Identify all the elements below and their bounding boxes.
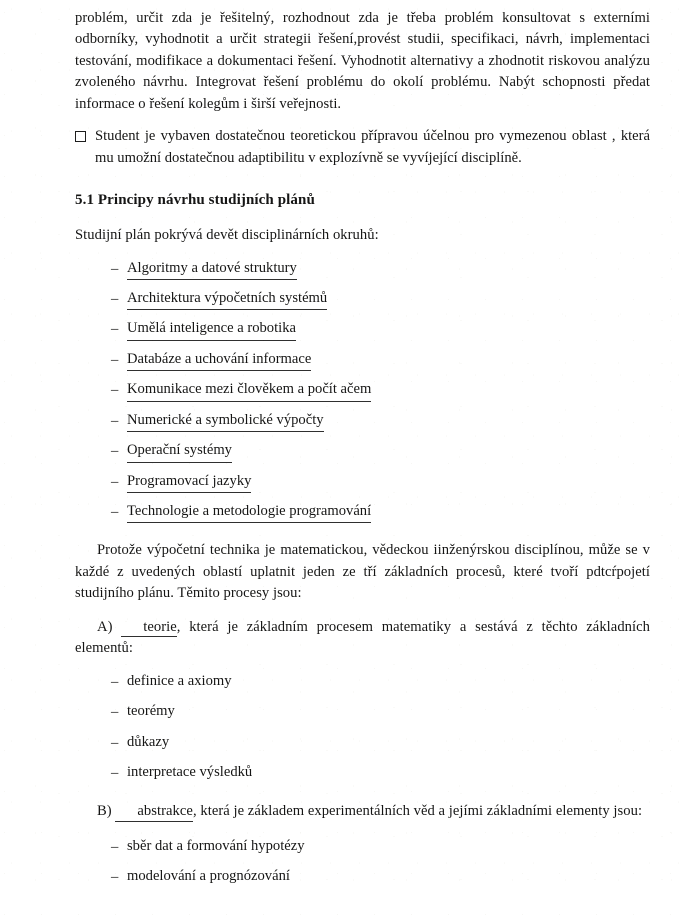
list-item — [75, 763, 650, 784]
discipline-label: Technologie a metodologie programování — [127, 502, 371, 523]
item-a-paragraph — [75, 617, 650, 660]
dash-icon: – — [111, 838, 119, 855]
list-item — [75, 672, 650, 693]
list-item — [75, 472, 650, 493]
list-item — [75, 380, 650, 401]
discipline-label: Algoritmy a datové struktury — [127, 259, 297, 280]
subitem-label: interpretace výsledků — [127, 763, 253, 780]
item-b-rest: , která je základem experimentálních věd a jejími základními elementy jsou: — [192, 803, 643, 820]
subitem-label: důkazy — [127, 733, 170, 750]
dash-icon: – — [111, 869, 119, 886]
list-item — [75, 502, 650, 523]
list-item — [75, 411, 650, 432]
dash-icon: – — [111, 473, 119, 490]
subitem-label: teorémy — [127, 703, 175, 720]
subitem-label: modelování a prognózování — [127, 868, 290, 885]
discipline-label: Komunikace mezi člověkem a počít ačem — [127, 380, 371, 401]
item-a-subitems — [75, 672, 650, 785]
document-content — [75, 8, 650, 898]
list-item — [75, 289, 650, 310]
dash-icon: – — [111, 443, 119, 460]
section-heading: 5.1 Principy návrhu studijních plánů — [75, 192, 315, 209]
item-b-keyword: abstrakce — [115, 803, 193, 822]
list-item — [75, 837, 650, 858]
square-bullet-icon — [75, 131, 86, 142]
dash-icon: – — [111, 412, 119, 429]
item-b-prefix: B) — [97, 803, 116, 820]
list-item — [75, 259, 650, 280]
top-paragraph: problém, určit zda je řešitelný, rozhodnout zda je třeba problém konsultovat s externími odborníky, vyhodnotit a určit strategii řešení,provést studii, specifikaci, návrh, implementaci testování, modifikace a dokumentaci řešení. Vyhodnotit alternativy a zhodnotit riskovou analýzu zvoleného návrhu. Integrovat řešení problému do okolí problému. Nabýt schopnosti předat informace o řešení kolegům i širší veřejnosti. — [75, 10, 650, 112]
list-item — [75, 702, 650, 723]
discipline-label: Programovací jazyky — [127, 472, 251, 493]
dash-icon: – — [111, 734, 119, 751]
disciplines-list — [75, 259, 650, 524]
dash-icon: – — [111, 290, 119, 307]
discipline-label: Operační systémy — [127, 441, 232, 462]
item-a-rest: , která je základním procesem matematiky a sestává z těchto základních elementů: — [75, 618, 650, 657]
dash-icon: – — [111, 321, 119, 338]
list-item — [75, 350, 650, 371]
discipline-label: Databáze a uchování informace — [127, 350, 311, 371]
paragraph-processes: Protože výpočetní technika je matematickou, vědeckou iinženýrskou disciplínou, může se v každé z uvedených oblastí uplatnit jeden ze tří základních procesů, které tvoří pdtcŕpojetí studijního plánu. Těmito procesy jsou: — [75, 542, 650, 602]
discipline-label: Architektura výpočetních systémů — [127, 289, 327, 310]
dash-icon: – — [111, 673, 119, 690]
item-b-paragraph — [75, 801, 650, 822]
list-item — [75, 733, 650, 754]
list-item — [75, 867, 650, 888]
dash-icon: – — [111, 351, 119, 368]
list-item — [75, 319, 650, 340]
item-b-subitems — [75, 837, 650, 889]
discipline-label: Umělá inteligence a robotika — [127, 319, 296, 340]
dash-icon: – — [111, 382, 119, 399]
section-lead: Studijní plán pokrývá devět disciplinárních okruhů: — [75, 227, 379, 244]
item-a-prefix: A) — [97, 618, 122, 635]
dash-icon: – — [111, 764, 119, 781]
item-a-keyword: teorie — [121, 619, 177, 638]
dash-icon: – — [111, 260, 119, 277]
bullet-item-text: Student je vybaven dostatečnou teoretickou přípravou účelnou pro vymezenou oblast , která mu umožní dostatečnou adaptibilitu v explozívně se vyvíjející disciplíně. — [95, 128, 650, 166]
subitem-label: definice a axiomy — [127, 672, 232, 689]
subitem-label: sběr dat a formování hypotézy — [127, 837, 305, 854]
discipline-label: Numerické a symbolické výpočty — [127, 411, 324, 432]
dash-icon: – — [111, 704, 119, 721]
list-item — [75, 441, 650, 462]
dash-icon: – — [111, 504, 119, 521]
checkbox-bullet-item — [75, 126, 650, 169]
